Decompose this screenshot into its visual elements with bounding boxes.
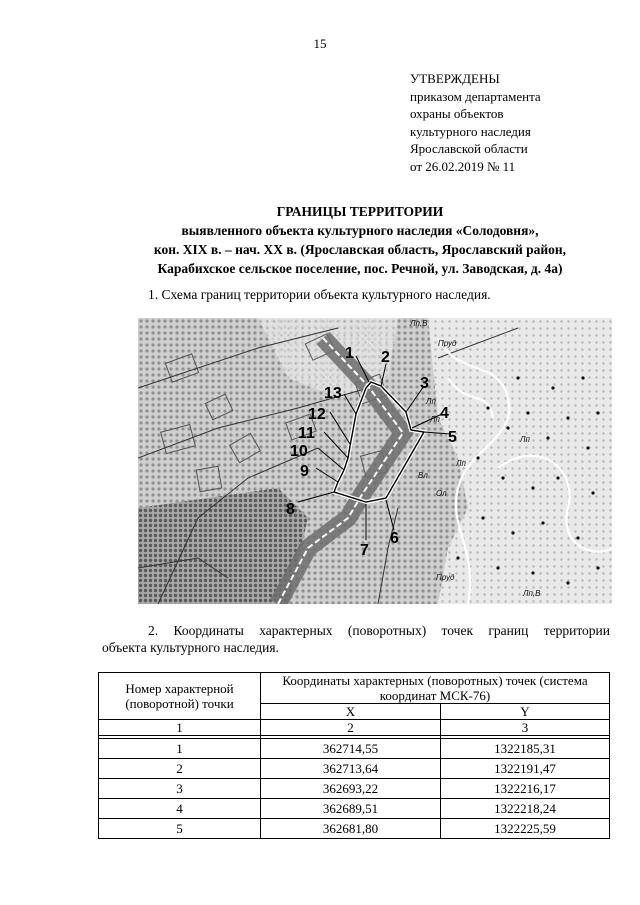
map-small-label: Ол xyxy=(436,489,447,498)
approval-line: охраны объектов xyxy=(410,106,504,121)
map-point-label: 8 xyxy=(286,501,295,518)
page-number: 15 xyxy=(313,36,327,51)
y-cell: 1322225,59 xyxy=(441,819,610,839)
point-number-cell: 3 xyxy=(99,779,261,799)
column-number: 1 xyxy=(99,720,261,736)
approval-line: УТВЕРЖДЕНЫ xyxy=(410,71,500,86)
map-point-label: 13 xyxy=(324,385,342,402)
section-2-heading xyxy=(102,622,610,656)
document-title xyxy=(100,202,620,278)
map-small-label: Лп xyxy=(426,397,436,406)
header-coordinates: Координаты характерных (поворотных) точек (система координат МСК-76) xyxy=(261,673,610,704)
table-row xyxy=(99,739,610,759)
column-number: 2 xyxy=(261,720,441,736)
table-row xyxy=(99,759,610,779)
x-cell: 362714,55 xyxy=(261,739,441,759)
map-small-label: Лп,В xyxy=(523,589,541,598)
map-point-label: 3 xyxy=(420,375,429,392)
map-small-label: Лп xyxy=(430,415,440,424)
table-column-number-row xyxy=(99,720,610,736)
x-cell: 362689,51 xyxy=(261,799,441,819)
point-number-cell: 2 xyxy=(99,759,261,779)
y-cell: 1322191,47 xyxy=(441,759,610,779)
column-number: 3 xyxy=(441,720,610,736)
section-1-heading: 1. Схема границ территории объекта культурного наследия. xyxy=(148,287,491,302)
map-point-label: 1 xyxy=(345,345,354,362)
approval-line: приказом департамента xyxy=(410,88,541,104)
map-point-label: 5 xyxy=(448,429,457,446)
approval-line: культурного наследия xyxy=(410,123,531,139)
map-point-label: 12 xyxy=(308,406,326,423)
approval-line: от 26.02.2019 № 11 xyxy=(410,158,516,174)
title-line: выявленного объекта культурного наследия «Солодовня», xyxy=(181,223,539,238)
map-point-label: 6 xyxy=(390,530,399,547)
section-2-line: 2. Координаты характерных (поворотных) точек границ территории xyxy=(148,623,610,638)
boundary-map xyxy=(138,318,612,604)
point-number-cell: 1 xyxy=(99,739,261,759)
header-y: Y xyxy=(441,704,610,720)
map-small-label: Лп xyxy=(520,435,530,444)
title-line: Карабихское сельское поселение, пос. Речной, ул. Заводская, д. 4а) xyxy=(157,261,563,276)
map-small-label: Лп xyxy=(456,459,466,468)
x-cell: 362713,64 xyxy=(261,759,441,779)
map-point-label: 10 xyxy=(290,443,308,460)
x-cell: 362681,80 xyxy=(261,819,441,839)
table-row xyxy=(99,819,610,839)
map-point-label: 4 xyxy=(440,405,449,422)
title-line: кон. XIX в. – нач. XX в. (Ярославская область, Ярославский район, xyxy=(153,242,567,257)
header-x: X xyxy=(261,704,441,720)
map-small-label: Пруд xyxy=(436,573,455,582)
map-point-label: 9 xyxy=(300,463,309,480)
coordinates-table xyxy=(98,672,610,839)
approval-line: Ярославской области xyxy=(410,141,528,156)
table-row xyxy=(99,799,610,819)
map-small-label: Вл xyxy=(418,471,428,480)
map-point-label: 11 xyxy=(298,425,315,442)
point-number-cell: 5 xyxy=(99,819,261,839)
y-cell: 1322185,31 xyxy=(441,739,610,759)
table-row xyxy=(99,779,610,799)
map-point-label: 2 xyxy=(381,349,390,366)
map-small-label: Пруд xyxy=(438,339,457,348)
map-small-label: Лп,В xyxy=(410,319,428,328)
title-line: ГРАНИЦЫ ТЕРРИТОРИИ xyxy=(276,204,444,219)
y-cell: 1322216,17 xyxy=(441,779,610,799)
y-cell: 1322218,24 xyxy=(441,799,610,819)
table-header-row xyxy=(99,673,610,704)
approval-stamp xyxy=(410,70,541,175)
point-number-cell: 4 xyxy=(99,799,261,819)
x-cell: 362693,22 xyxy=(261,779,441,799)
section-2-line: объекта культурного наследия. xyxy=(102,640,279,655)
header-point-number: Номер характерной (поворотной) точки xyxy=(99,673,261,720)
map-point-label: 7 xyxy=(360,542,369,559)
